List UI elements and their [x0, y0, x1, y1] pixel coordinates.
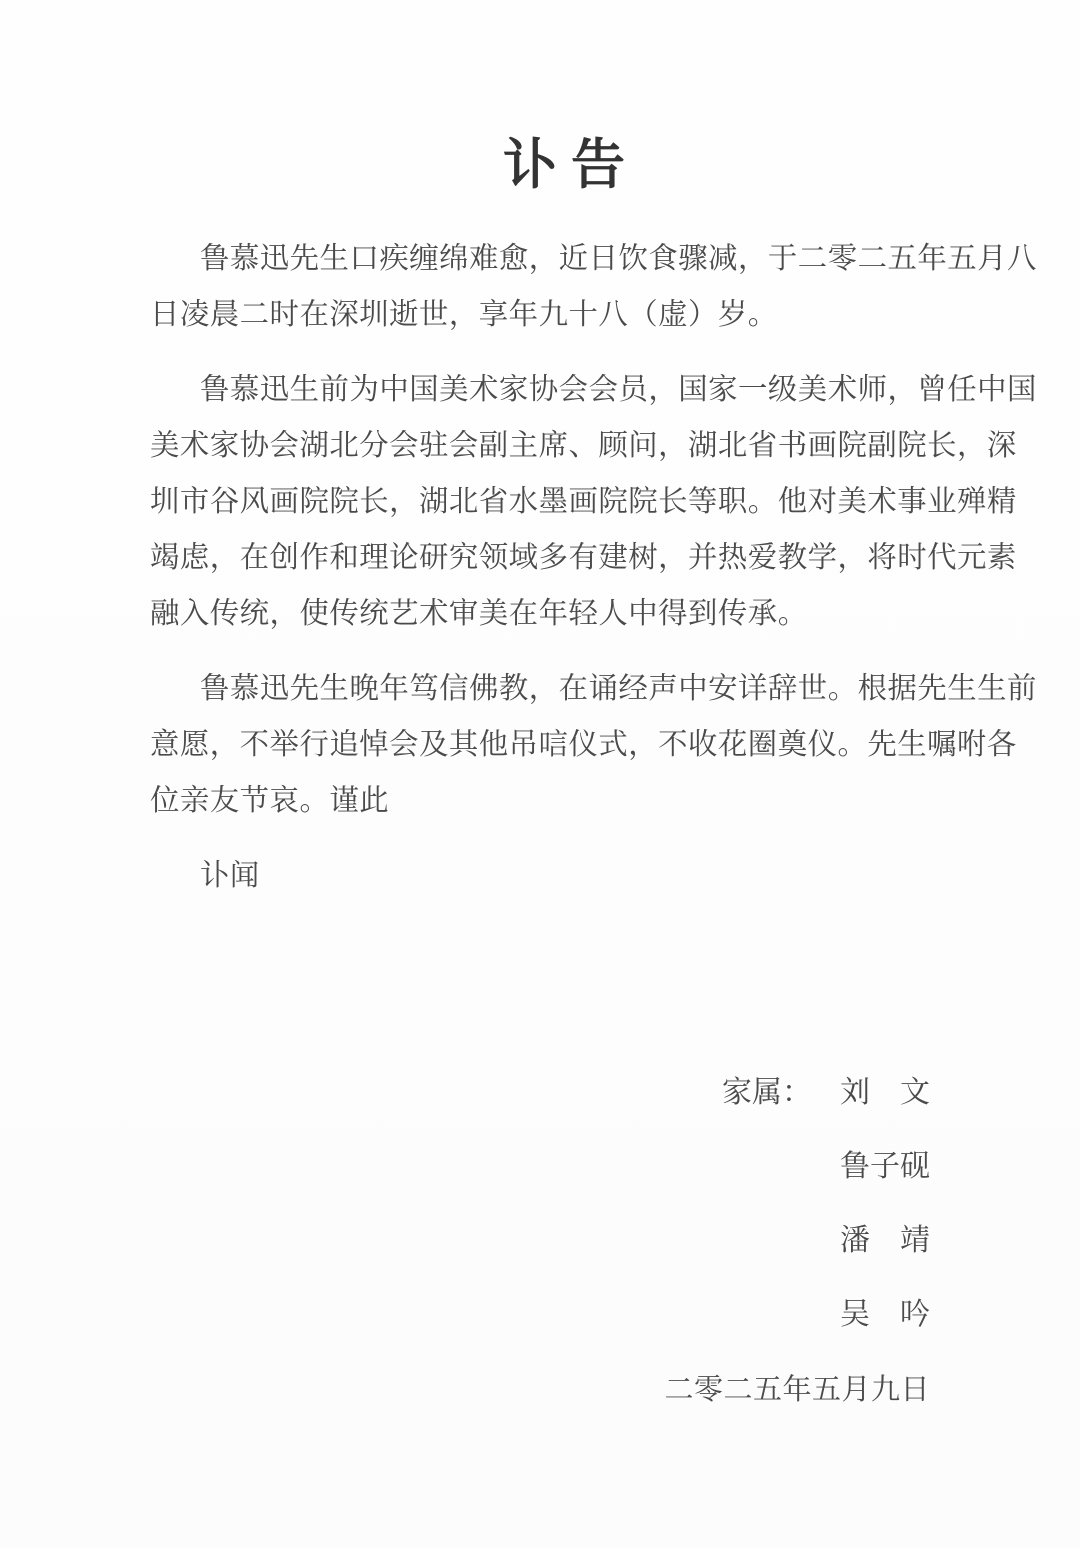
- text-line: 鲁慕迅先生口疾缠绵难愈，近日饮食骤减，于二零二五年五月八: [200, 241, 1037, 275]
- family-row: [150, 1204, 930, 1278]
- text-line: 竭虑，在创作和理论研究领域多有建树，并热爱教学，将时代元素: [150, 540, 1017, 574]
- family-row: [150, 1278, 930, 1352]
- date-row: [150, 1352, 930, 1426]
- text-line: 鲁慕迅先生晚年笃信佛教，在诵经声中安详辞世。根据先生生前: [200, 671, 1037, 705]
- text-line: 日凌晨二时在深圳逝世，享年九十八（虚）岁。: [150, 297, 778, 331]
- text-line: 圳市谷风画院院长，湖北省水墨画院院长等职。他对美术事业殚精: [150, 484, 1017, 518]
- paragraph-biography: [150, 361, 1037, 641]
- text-line: 鲁慕迅生前为中国美术家协会会员，国家一级美术师，曾任中国: [200, 372, 1037, 406]
- text-line: 美术家协会湖北分会驻会副主席、顾问，湖北省书画院副院长，深: [150, 428, 1017, 462]
- family-member-name: 吴 吟: [840, 1297, 930, 1332]
- family-row: [150, 1130, 930, 1204]
- text-line: 意愿，不举行追悼会及其他吊唁仪式，不收花圈奠仪。先生嘱咐各: [150, 727, 1017, 761]
- paragraph-funeral-arrangements: [150, 660, 1037, 828]
- signature-date: 二零二五年五月九日: [664, 1372, 930, 1406]
- closing-notice: [150, 847, 1030, 903]
- text-line: 融入传统，使传统艺术审美在年轻人中得到传承。: [150, 596, 808, 630]
- closing-word: 讣闻: [200, 858, 260, 892]
- paragraph-death-announcement: [150, 230, 1037, 342]
- family-member-name: 潘 靖: [840, 1223, 930, 1258]
- family-member-name: 刘 文: [840, 1075, 930, 1110]
- family-row: [150, 1056, 930, 1130]
- text-line: 位亲友节哀。谨此: [150, 783, 390, 817]
- signature-block: [150, 1056, 1030, 1426]
- document-title: 讣告: [503, 132, 639, 196]
- family-label: 家属：: [722, 1075, 812, 1110]
- family-member-name: 鲁子砚: [840, 1149, 930, 1184]
